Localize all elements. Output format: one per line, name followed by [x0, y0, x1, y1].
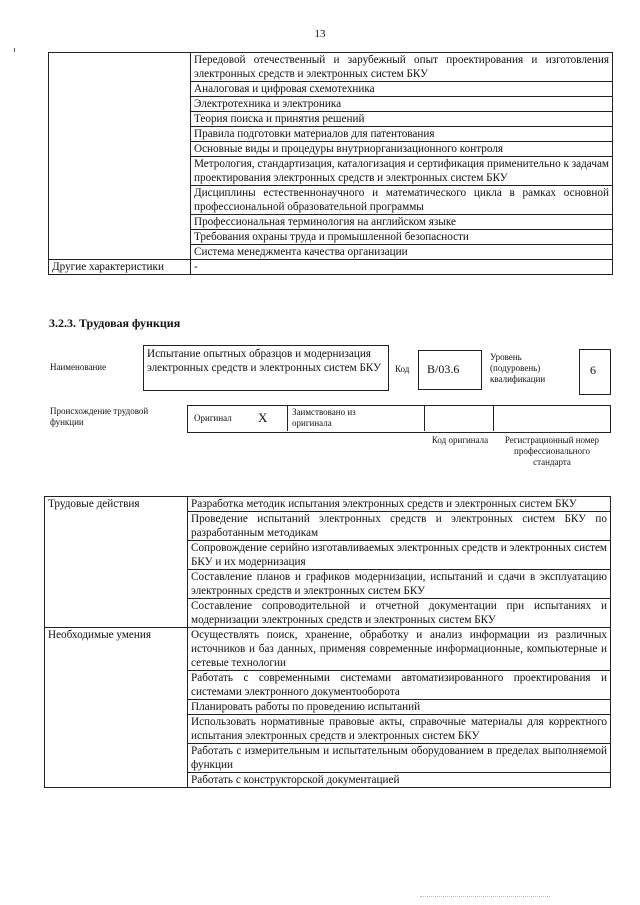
- scan-mark: [14, 48, 15, 52]
- name-label: Наименование: [50, 362, 107, 372]
- skill-item: Использовать нормативные правовые акты, справочные материалы для корректного испытания электронных средств и электронных систем БКУ: [188, 715, 611, 744]
- knowledge-item: Передовой отечественный и зарубежный опыт проектирования и изготовления электронных средств и электронных систем БКУ: [191, 53, 613, 82]
- skill-item: Работать с измерительным и испытательным оборудованием в пределах выполняемой функции: [188, 744, 611, 773]
- action-item: Составление планов и графиков модернизации, испытаний и сдачи в эксплуатацию электронных средств и электронных систем БКУ: [188, 570, 611, 599]
- code-original-caption: Код оригинала: [431, 435, 489, 445]
- original-label: Оригинал: [194, 413, 232, 423]
- action-item: Разработка методик испытания электронных средств и электронных систем БКУ: [188, 497, 611, 512]
- action-item: Сопровождение серийно изготавливаемых электронных средств и электронных систем БКУ и их модернизация: [188, 541, 611, 570]
- knowledge-table: [48, 52, 613, 275]
- knowledge-item: Дисциплины естественнонаучного и математического цикла в рамках основной профессиональной образовательной программы: [191, 186, 613, 215]
- knowledge-item: Профессиональная терминология на английском языке: [191, 215, 613, 230]
- action-item: Составление сопроводительной и отчетной документации при испытаниях и модернизации электронных средств и электронных систем БКУ: [188, 599, 611, 628]
- knowledge-item: Теория поиска и принятия решений: [191, 112, 613, 127]
- origin-divider-2: [424, 405, 425, 431]
- page-number: 13: [314, 28, 326, 40]
- knowledge-label-cell: [49, 53, 191, 260]
- other-characteristics-value: -: [191, 260, 613, 275]
- skill-item: Работать с конструкторской документацией: [188, 773, 611, 788]
- code-value: В/03.6: [427, 362, 460, 376]
- knowledge-item: Требования охраны труда и промышленной безопасности: [191, 230, 613, 245]
- knowledge-item: Аналоговая и цифровая схемотехника: [191, 82, 613, 97]
- scan-artifact: [420, 896, 550, 898]
- knowledge-item: Электротехника и электроника: [191, 97, 613, 112]
- borrowed-label: Заимствовано из оригинала: [292, 407, 356, 428]
- section-heading: 3.2.3. Трудовая функция: [49, 316, 181, 330]
- knowledge-item: Правила подготовки материалов для патентования: [191, 127, 613, 142]
- knowledge-item: Система менеджмента качества организации: [191, 245, 613, 260]
- skill-item: Работать с современными системами автоматизированного проектирования и системами электронного документооборота: [188, 671, 611, 700]
- skill-item: Планировать работы по проведению испытаний: [188, 700, 611, 715]
- level-label: Уровень (подуровень) квалификации: [490, 352, 546, 384]
- skills-label: Необходимые умения: [45, 628, 188, 788]
- action-item: Проведение испытаний электронных средств и электронных систем БКУ по разработанным методикам: [188, 512, 611, 541]
- origin-label: Происхождение трудовой функции: [50, 406, 149, 427]
- origin-divider-3: [493, 405, 494, 431]
- level-value: 6: [590, 363, 596, 377]
- other-characteristics-label: Другие характеристики: [49, 260, 191, 275]
- actions-label: Трудовые действия: [45, 497, 188, 628]
- name-value: Испытание опытных образцов и модернизация электронных средств и электронных систем БКУ: [147, 348, 382, 374]
- origin-divider-1: [287, 405, 288, 431]
- knowledge-item: Метрология, стандартизация, каталогизация и сертификация применительно к задачам проектирования электронных средств и электронных систем БКУ: [191, 157, 613, 186]
- knowledge-item: Основные виды и процедуры внутриорганизационного контроля: [191, 142, 613, 157]
- origin-row-box: [187, 405, 611, 433]
- reg-number-caption: Регистрационный номер профессионального стандарта: [504, 435, 600, 467]
- code-label: Код: [395, 364, 410, 374]
- original-mark: X: [258, 410, 268, 425]
- work-table: [44, 496, 611, 788]
- skill-item: Осуществлять поиск, хранение, обработку и анализ информации из различных источников и баз данных, применяя современные информационные, компьютерные и сетевые технологии: [188, 628, 611, 671]
